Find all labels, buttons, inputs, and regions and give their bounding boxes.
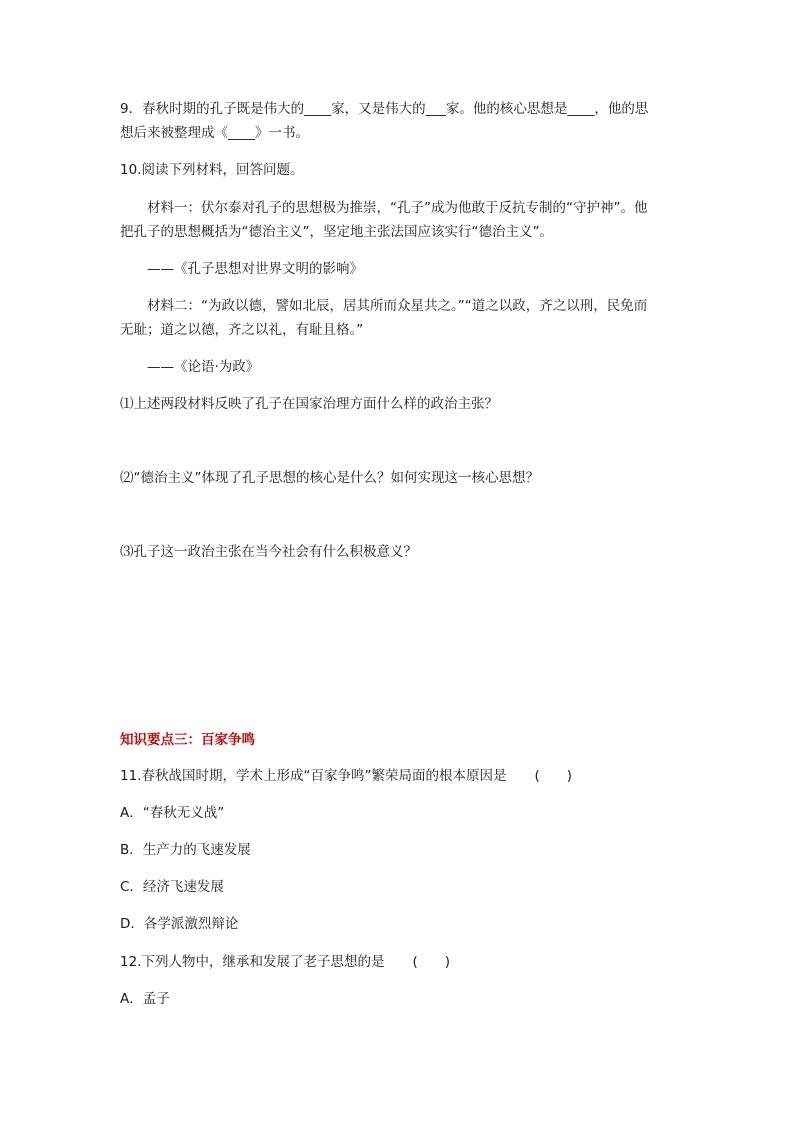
q11-option-d: D．各学派激烈辩论 (120, 916, 239, 932)
q11-stem: 11.春秋战国时期，学术上形成“百家争鸣”繁荣局面的根本原因是 (120, 768, 507, 784)
q12-stem: 12.下列人物中，继承和发展了老子思想的是 (120, 954, 385, 970)
q12-stem-line (120, 952, 450, 972)
q11-stem-line (120, 766, 572, 786)
material-1-source: ——《孔子思想对世界文明的影响》 (147, 261, 363, 277)
material-2-line-2: 无耻；道之以德，齐之以礼，有耻且格。” (120, 322, 364, 338)
q10-stem: 10.阅读下列材料，回答问题。 (120, 162, 304, 178)
section-heading: 知识要点三：百家争鸣 (120, 732, 255, 748)
q11-option-a: A．“春秋无义战” (120, 805, 225, 821)
material-2-source: ——《论语·为政》 (147, 359, 260, 375)
q9-line-1: 9．春秋时期的孔子既是伟大的____家，又是伟大的___家。他的核心思想是____，他的思 (120, 101, 649, 117)
q11-answer-bracket: ( ) (534, 768, 573, 784)
sub-question-1: ⑴上述两段材料反映了孔子在国家治理方面什么样的政治主张？ (120, 396, 498, 412)
sub-question-2: ⑵“德治主义”体现了孔子思想的核心是什么？如何实现这一核心思想？ (120, 470, 539, 486)
material-1-line-2: 把孔子的思想概括为“德治主义”，坚定地主张法国应该实行“德治主义”。 (120, 224, 553, 240)
q11-option-c: C．经济飞速发展 (120, 879, 224, 895)
q12-option-a: A．孟子 (120, 991, 170, 1007)
q11-option-b: B．生产力的飞速发展 (120, 842, 251, 858)
material-1-line-1: 材料一：伏尔泰对孔子的思想极为推崇，“孔子”成为他敢于反抗专制的“守护神”。他 (147, 200, 648, 216)
q9-line-2: 想后来被整理成《____》一书。 (120, 125, 309, 141)
sub-question-3: ⑶孔子这一政治主张在当今社会有什么积极意义？ (120, 544, 417, 560)
material-2-line-1: 材料二：“为政以德，譬如北辰，居其所而众星共之。”“道之以政，齐之以刑，民免而 (147, 298, 648, 314)
q12-answer-bracket: ( ) (412, 954, 451, 970)
